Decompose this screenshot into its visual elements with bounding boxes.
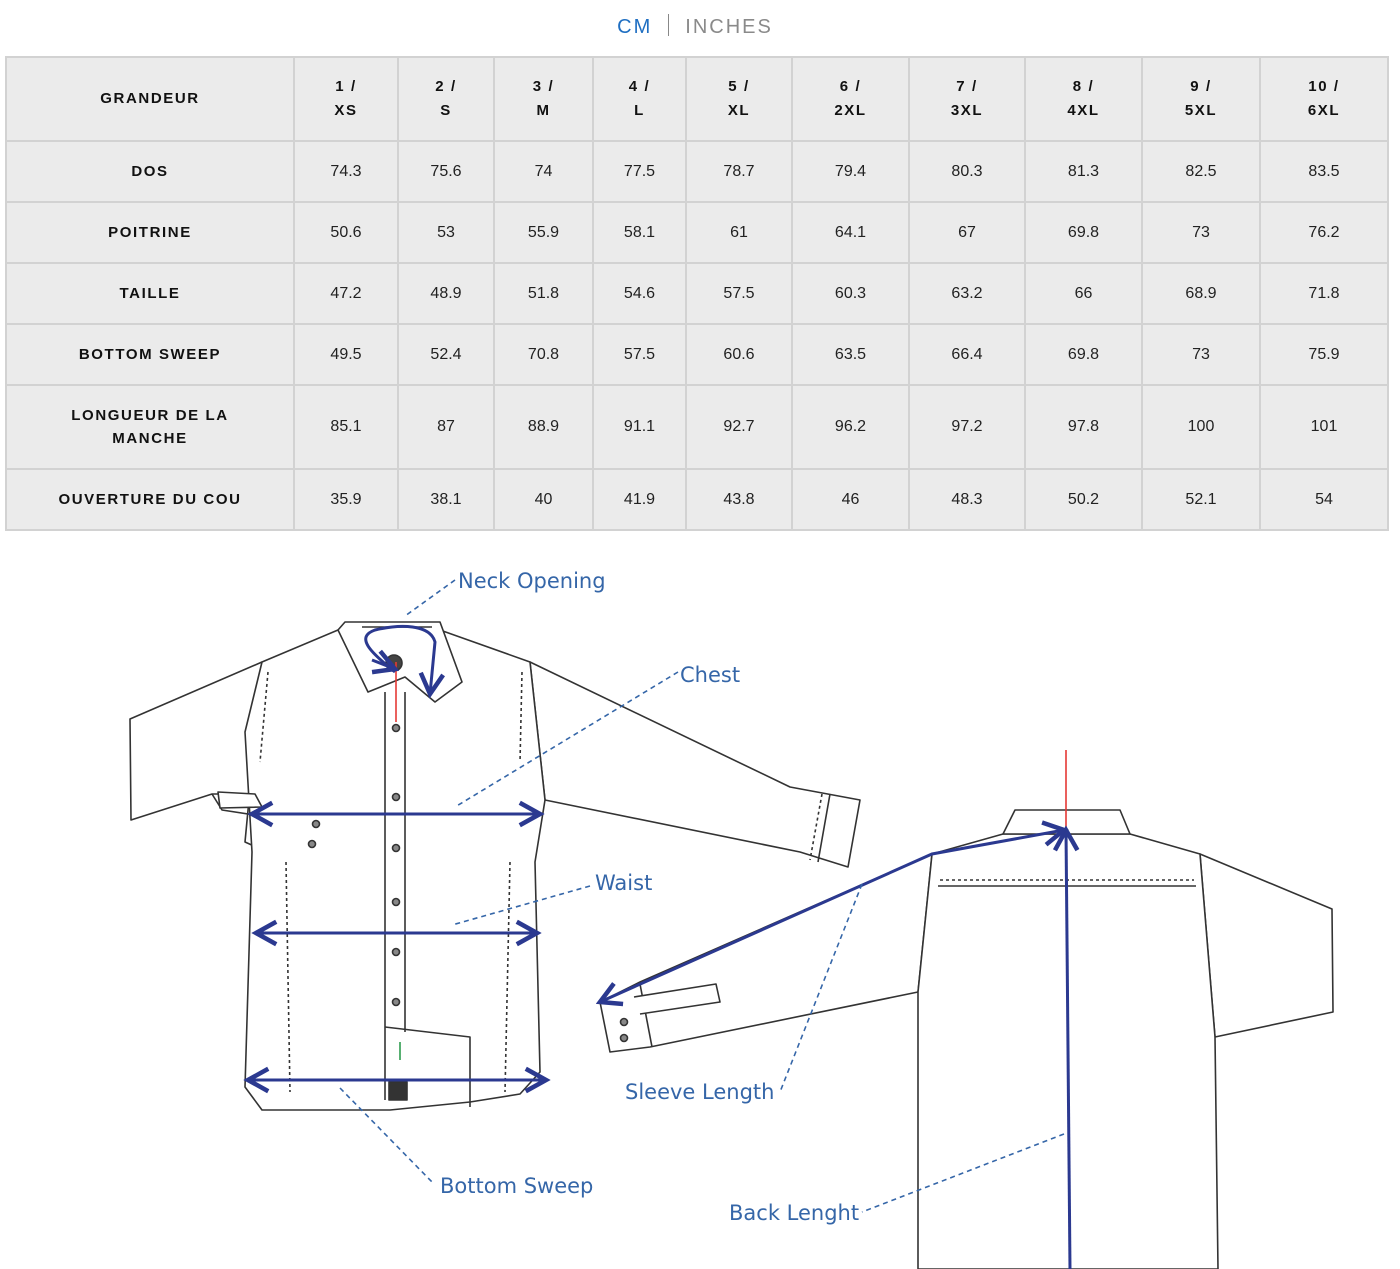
- table-cell: 58.1: [593, 202, 686, 263]
- header-cell-size: 6 / 2XL: [792, 57, 909, 141]
- header-cell-size: 9 / 5XL: [1142, 57, 1260, 141]
- row-label: BOTTOM SWEEP: [6, 324, 294, 385]
- table-cell: 64.1: [792, 202, 909, 263]
- table-cell: 40: [494, 469, 593, 530]
- header-cell-size: 3 / M: [494, 57, 593, 141]
- table-cell: 60.6: [686, 324, 792, 385]
- table-cell: 48.3: [909, 469, 1025, 530]
- table-cell: 47.2: [294, 263, 398, 324]
- table-cell: 88.9: [494, 385, 593, 469]
- shirt-measurement-diagram: [0, 532, 1400, 1269]
- row-label: TAILLE: [6, 263, 294, 324]
- table-cell: 76.2: [1260, 202, 1388, 263]
- back-shirt-illustration: [600, 810, 1333, 1269]
- table-cell: 96.2: [792, 385, 909, 469]
- table-cell: 43.8: [686, 469, 792, 530]
- table-cell: 73: [1142, 202, 1260, 263]
- table-cell: 54.6: [593, 263, 686, 324]
- neck-opening-label: Neck Opening: [458, 569, 606, 593]
- sleeve-length-label: Sleeve Length: [625, 1080, 775, 1104]
- table-cell: 77.5: [593, 141, 686, 202]
- table-cell: 71.8: [1260, 263, 1388, 324]
- table-cell: 38.1: [398, 469, 494, 530]
- table-cell: 63.5: [792, 324, 909, 385]
- table-header-row: [6, 57, 1388, 141]
- table-cell: 82.5: [1142, 141, 1260, 202]
- table-row-ouverture-cou: [6, 469, 1388, 530]
- table-cell: 74.3: [294, 141, 398, 202]
- row-label: POITRINE: [6, 202, 294, 263]
- table-cell: 51.8: [494, 263, 593, 324]
- table-cell: 35.9: [294, 469, 398, 530]
- table-cell: 67: [909, 202, 1025, 263]
- table-cell: 74: [494, 141, 593, 202]
- row-label: OUVERTURE DU COU: [6, 469, 294, 530]
- unit-inches-button[interactable]: INCHES: [685, 16, 773, 38]
- header-cell-size: 4 / L: [593, 57, 686, 141]
- table-cell: 41.9: [593, 469, 686, 530]
- table-cell: 97.2: [909, 385, 1025, 469]
- table-cell: 70.8: [494, 324, 593, 385]
- unit-separator: [668, 14, 669, 36]
- table-cell: 97.8: [1025, 385, 1142, 469]
- table-cell: 83.5: [1260, 141, 1388, 202]
- table-cell: 66: [1025, 263, 1142, 324]
- header-cell-size: 7 / 3XL: [909, 57, 1025, 141]
- back-length-label: Back Lenght: [729, 1201, 860, 1225]
- table-cell: 68.9: [1142, 263, 1260, 324]
- unit-cm-button[interactable]: CM: [617, 16, 653, 38]
- table-cell: 80.3: [909, 141, 1025, 202]
- header-cell-size: 5 / XL: [686, 57, 792, 141]
- table-cell: 66.4: [909, 324, 1025, 385]
- chest-label: Chest: [680, 663, 741, 687]
- table-cell: 52.4: [398, 324, 494, 385]
- table-cell: 100: [1142, 385, 1260, 469]
- table-cell: 57.5: [686, 263, 792, 324]
- unit-toggle: [0, 14, 1390, 39]
- table-row-dos: [6, 141, 1388, 202]
- size-chart-table: [5, 56, 1389, 531]
- table-cell: 49.5: [294, 324, 398, 385]
- table-cell: 46: [792, 469, 909, 530]
- table-cell: 87: [398, 385, 494, 469]
- table-cell: 75.9: [1260, 324, 1388, 385]
- table-cell: 52.1: [1142, 469, 1260, 530]
- waist-label: Waist: [595, 871, 653, 895]
- table-row-taille: [6, 263, 1388, 324]
- table-row-longueur-manche: [6, 385, 1388, 469]
- bottom-sweep-label: Bottom Sweep: [440, 1174, 594, 1198]
- table-cell: 50.6: [294, 202, 398, 263]
- header-cell-size: 1 / XS: [294, 57, 398, 141]
- table-cell: 92.7: [686, 385, 792, 469]
- table-cell: 63.2: [909, 263, 1025, 324]
- table-cell: 55.9: [494, 202, 593, 263]
- table-cell: 73: [1142, 324, 1260, 385]
- header-cell-size: 2 / S: [398, 57, 494, 141]
- table-cell: 61: [686, 202, 792, 263]
- row-label: DOS: [6, 141, 294, 202]
- header-cell-grandeur: GRANDEUR: [6, 57, 294, 141]
- table-cell: 85.1: [294, 385, 398, 469]
- table-cell: 91.1: [593, 385, 686, 469]
- table-cell: 57.5: [593, 324, 686, 385]
- front-shirt-illustration: [130, 622, 860, 1110]
- table-row-bottom-sweep: [6, 324, 1388, 385]
- table-cell: 69.8: [1025, 324, 1142, 385]
- table-cell: 50.2: [1025, 469, 1142, 530]
- table-cell: 69.8: [1025, 202, 1142, 263]
- table-cell: 60.3: [792, 263, 909, 324]
- table-cell: 81.3: [1025, 141, 1142, 202]
- table-cell: 54: [1260, 469, 1388, 530]
- table-cell: 53: [398, 202, 494, 263]
- table-cell: 48.9: [398, 263, 494, 324]
- table-cell: 75.6: [398, 141, 494, 202]
- header-cell-size: 10 / 6XL: [1260, 57, 1388, 141]
- table-cell: 78.7: [686, 141, 792, 202]
- table-cell: 101: [1260, 385, 1388, 469]
- table-row-poitrine: [6, 202, 1388, 263]
- header-cell-size: 8 / 4XL: [1025, 57, 1142, 141]
- row-label: LONGUEUR DE LA MANCHE: [6, 385, 294, 469]
- table-cell: 79.4: [792, 141, 909, 202]
